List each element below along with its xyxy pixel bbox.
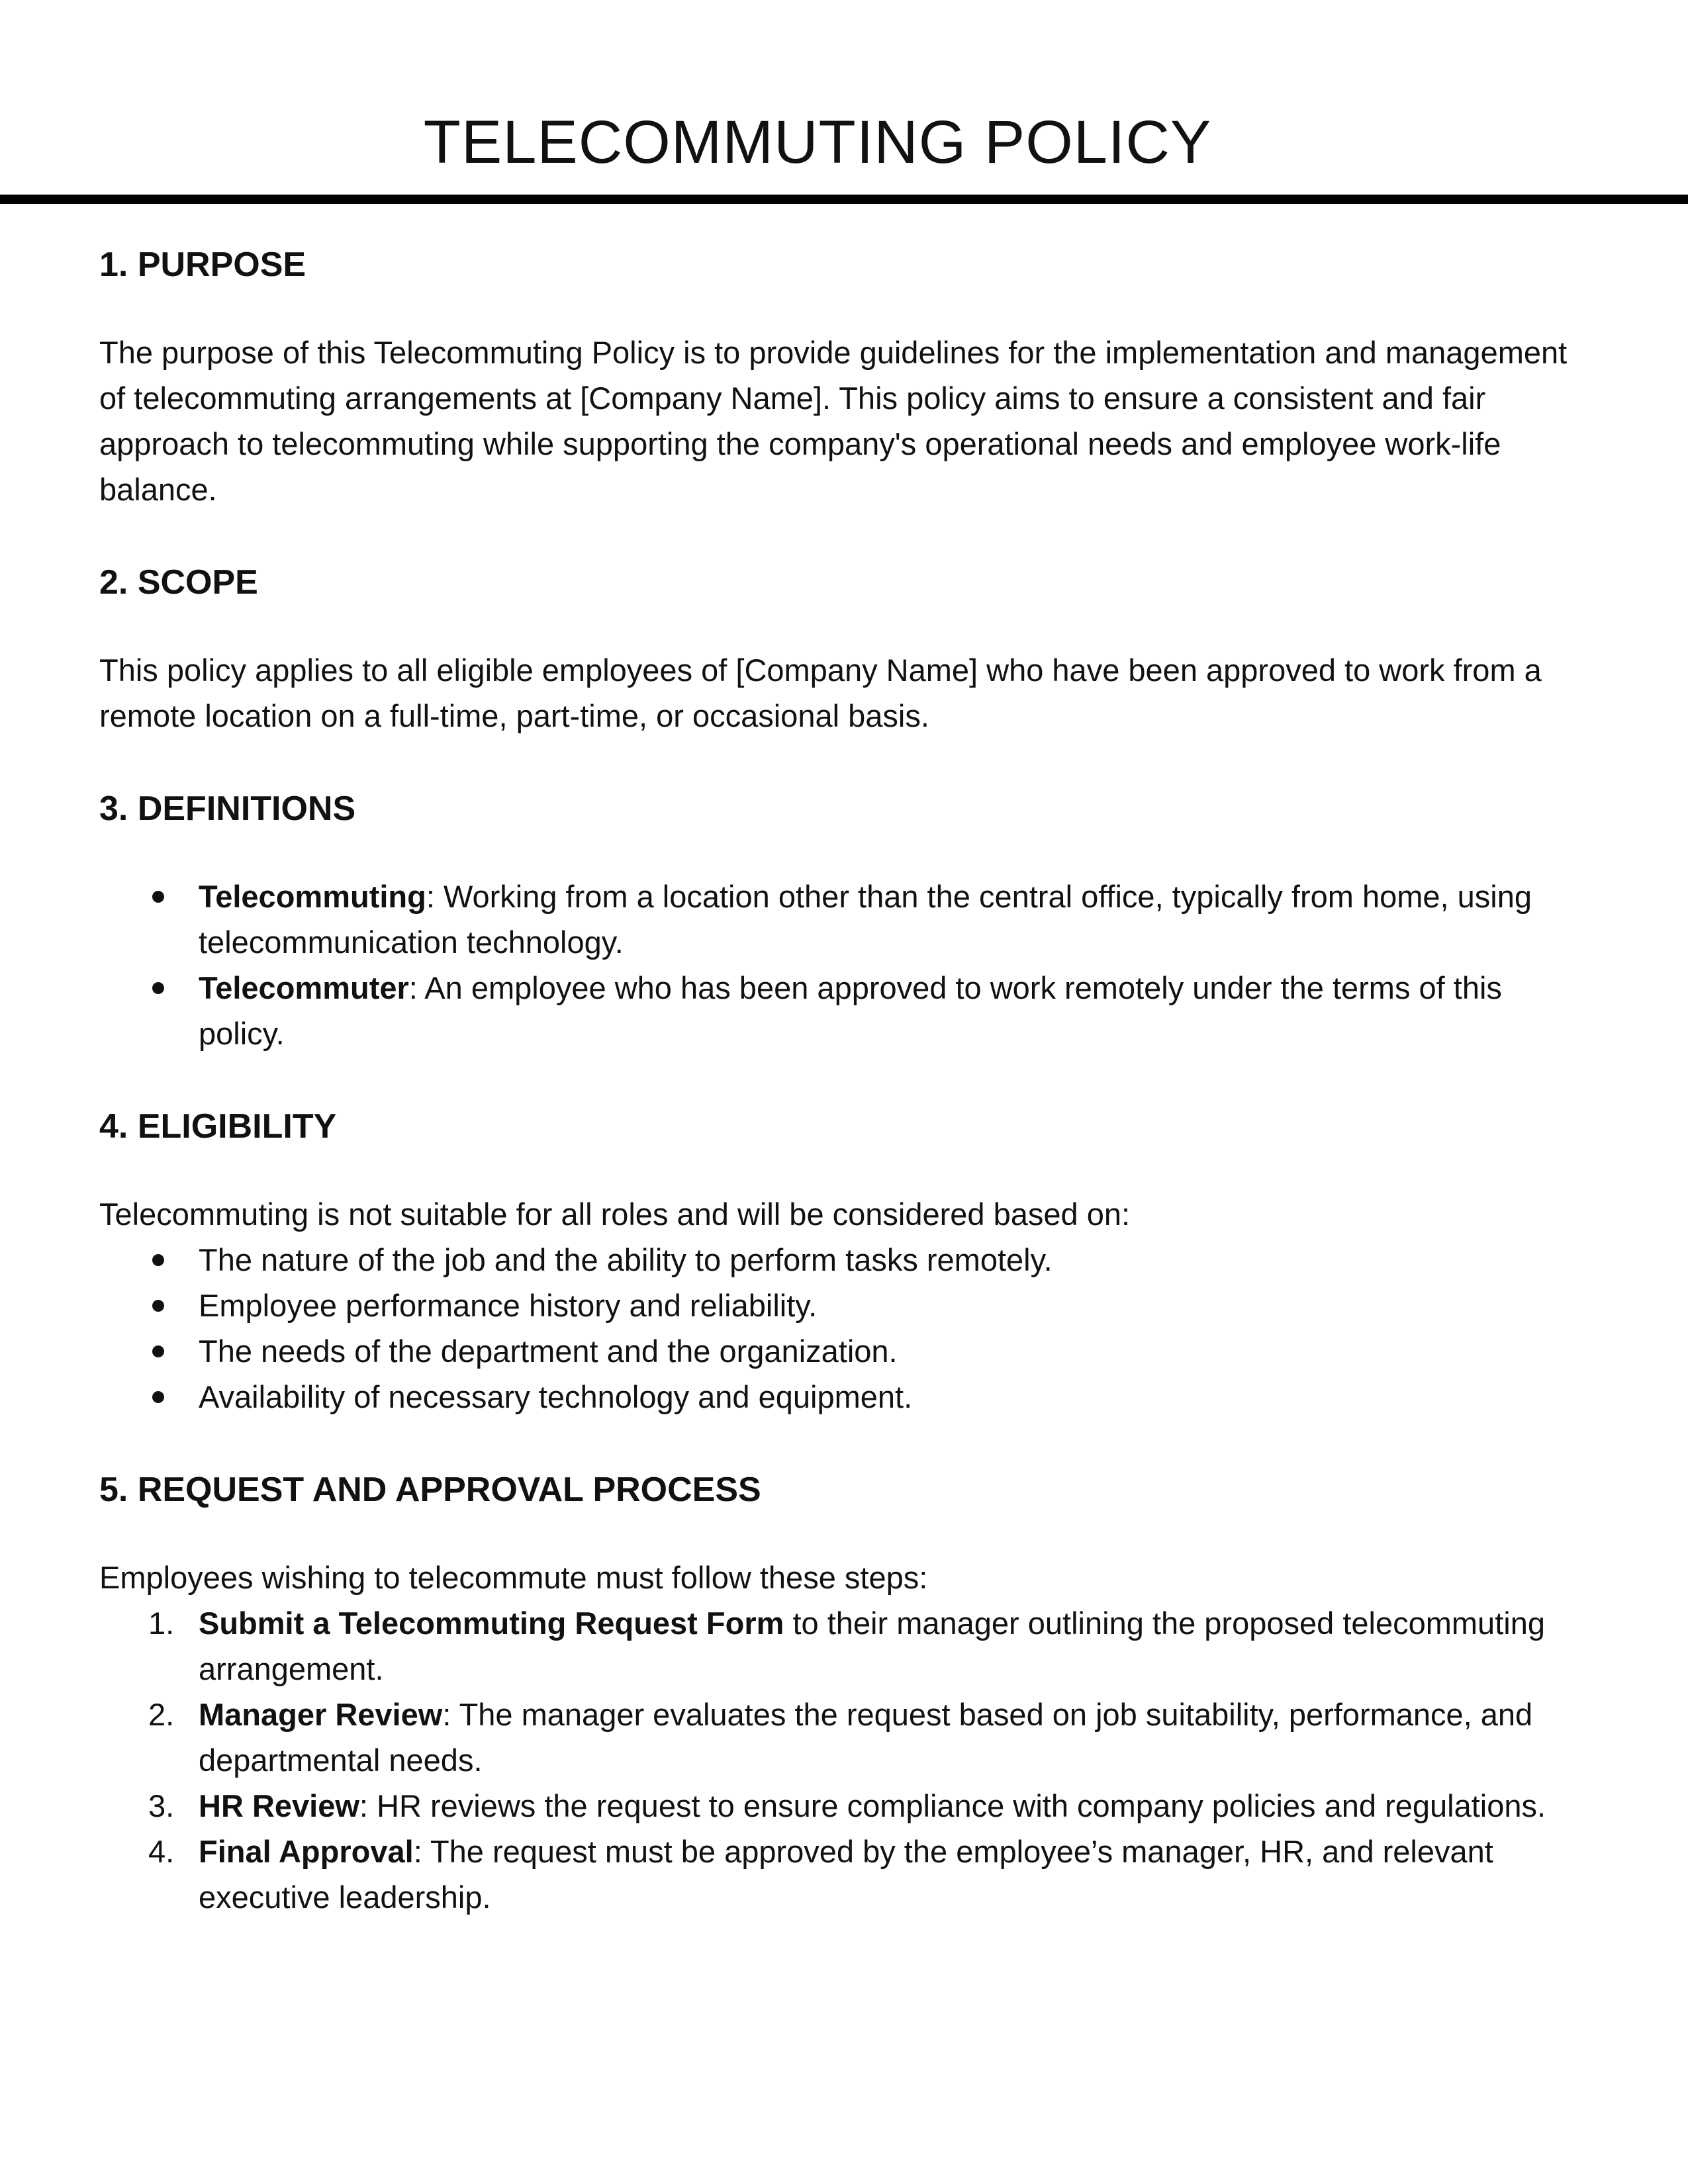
approval-steps-list: [99, 1600, 1595, 1920]
list-item: [99, 1829, 1595, 1920]
step-text: : The manager evaluates the request based on job suitability, performance, and departmental needs.: [199, 1697, 1533, 1778]
list-item-text: The nature of the job and the ability to perform tasks remotely.: [199, 1242, 1053, 1277]
bullet-icon: [152, 1345, 164, 1357]
step-number: 4.: [148, 1834, 175, 1869]
list-item: [99, 1328, 1595, 1374]
section-purpose: [99, 238, 1595, 512]
list-item-text: Availability of necessary technology and equipment.: [199, 1379, 913, 1414]
definition-text: : Working from a location other than the central office, typically from home, using telecommunication technology.: [199, 879, 1532, 960]
section-heading: 3. DEFINITIONS: [99, 790, 356, 828]
definitions-list: [99, 874, 1595, 1056]
definition-text: : An employee who has been approved to work remotely under the terms of this policy.: [199, 970, 1502, 1051]
title-divider: [0, 195, 1688, 204]
list-item: [99, 1600, 1595, 1692]
eligibility-list: [99, 1237, 1595, 1420]
section-heading: 4. ELIGIBILITY: [99, 1107, 337, 1146]
section-eligibility: [99, 1100, 1595, 1420]
list-item-text: Employee performance history and reliability.: [199, 1288, 818, 1323]
bullet-icon: [152, 1300, 164, 1312]
definition-term: Telecommuting: [199, 879, 426, 914]
section-paragraph: This policy applies to all eligible employees of [Company Name] who have been approved to work from a remote location on a full-time, part-time, or occasional basis.: [99, 653, 1542, 733]
step-text: to their manager outlining the proposed telecommuting arrangement.: [199, 1606, 1545, 1686]
document-title: TELECOMMUTING POLICY: [423, 109, 1212, 176]
section-heading: 5. REQUEST AND APPROVAL PROCESS: [99, 1471, 761, 1509]
step-number: 2.: [148, 1697, 175, 1732]
section-request-approval: [99, 1463, 1595, 1920]
list-item: [99, 1237, 1595, 1283]
step-number: 3.: [148, 1788, 175, 1823]
section-heading: 1. PURPOSE: [99, 246, 306, 284]
section-paragraph: The purpose of this Telecommuting Policy is to provide guidelines for the implementation and management of telecommuting arrangements at [Company Name]. This policy aims to ensure a consistent and fair approach to telecommuting while supporting the company's operational needs and employee work-life balance.: [99, 335, 1568, 507]
section-definitions: [99, 782, 1595, 1056]
step-term: Submit a Telecommuting Request Form: [199, 1606, 784, 1641]
list-item: [99, 1283, 1595, 1328]
section-scope: [99, 556, 1595, 739]
step-term: Manager Review: [199, 1697, 443, 1732]
section-intro: Employees wishing to telecommute must follow these steps:: [99, 1560, 928, 1595]
bullet-icon: [152, 1254, 164, 1266]
step-term: HR Review: [199, 1788, 359, 1823]
step-text: : HR reviews the request to ensure compliance with company policies and regulations.: [359, 1788, 1546, 1823]
list-item-text: The needs of the department and the organization.: [199, 1334, 898, 1369]
list-item: [99, 874, 1595, 965]
bullet-icon: [152, 1391, 164, 1403]
list-item: [99, 1783, 1595, 1829]
list-item: [99, 965, 1595, 1056]
step-number: 1.: [148, 1606, 175, 1641]
step-term: Final Approval: [199, 1834, 414, 1869]
bullet-icon: [152, 891, 164, 903]
bullet-icon: [152, 982, 164, 994]
section-heading: 2. SCOPE: [99, 563, 258, 602]
step-text: : The request must be approved by the employee’s manager, HR, and relevant executive leadership.: [199, 1834, 1493, 1915]
definition-term: Telecommuter: [199, 970, 409, 1005]
list-item: [99, 1692, 1595, 1783]
document-body: [99, 238, 1595, 1920]
section-intro: Telecommuting is not suitable for all roles and will be considered based on:: [99, 1197, 1131, 1232]
list-item: [99, 1374, 1595, 1420]
